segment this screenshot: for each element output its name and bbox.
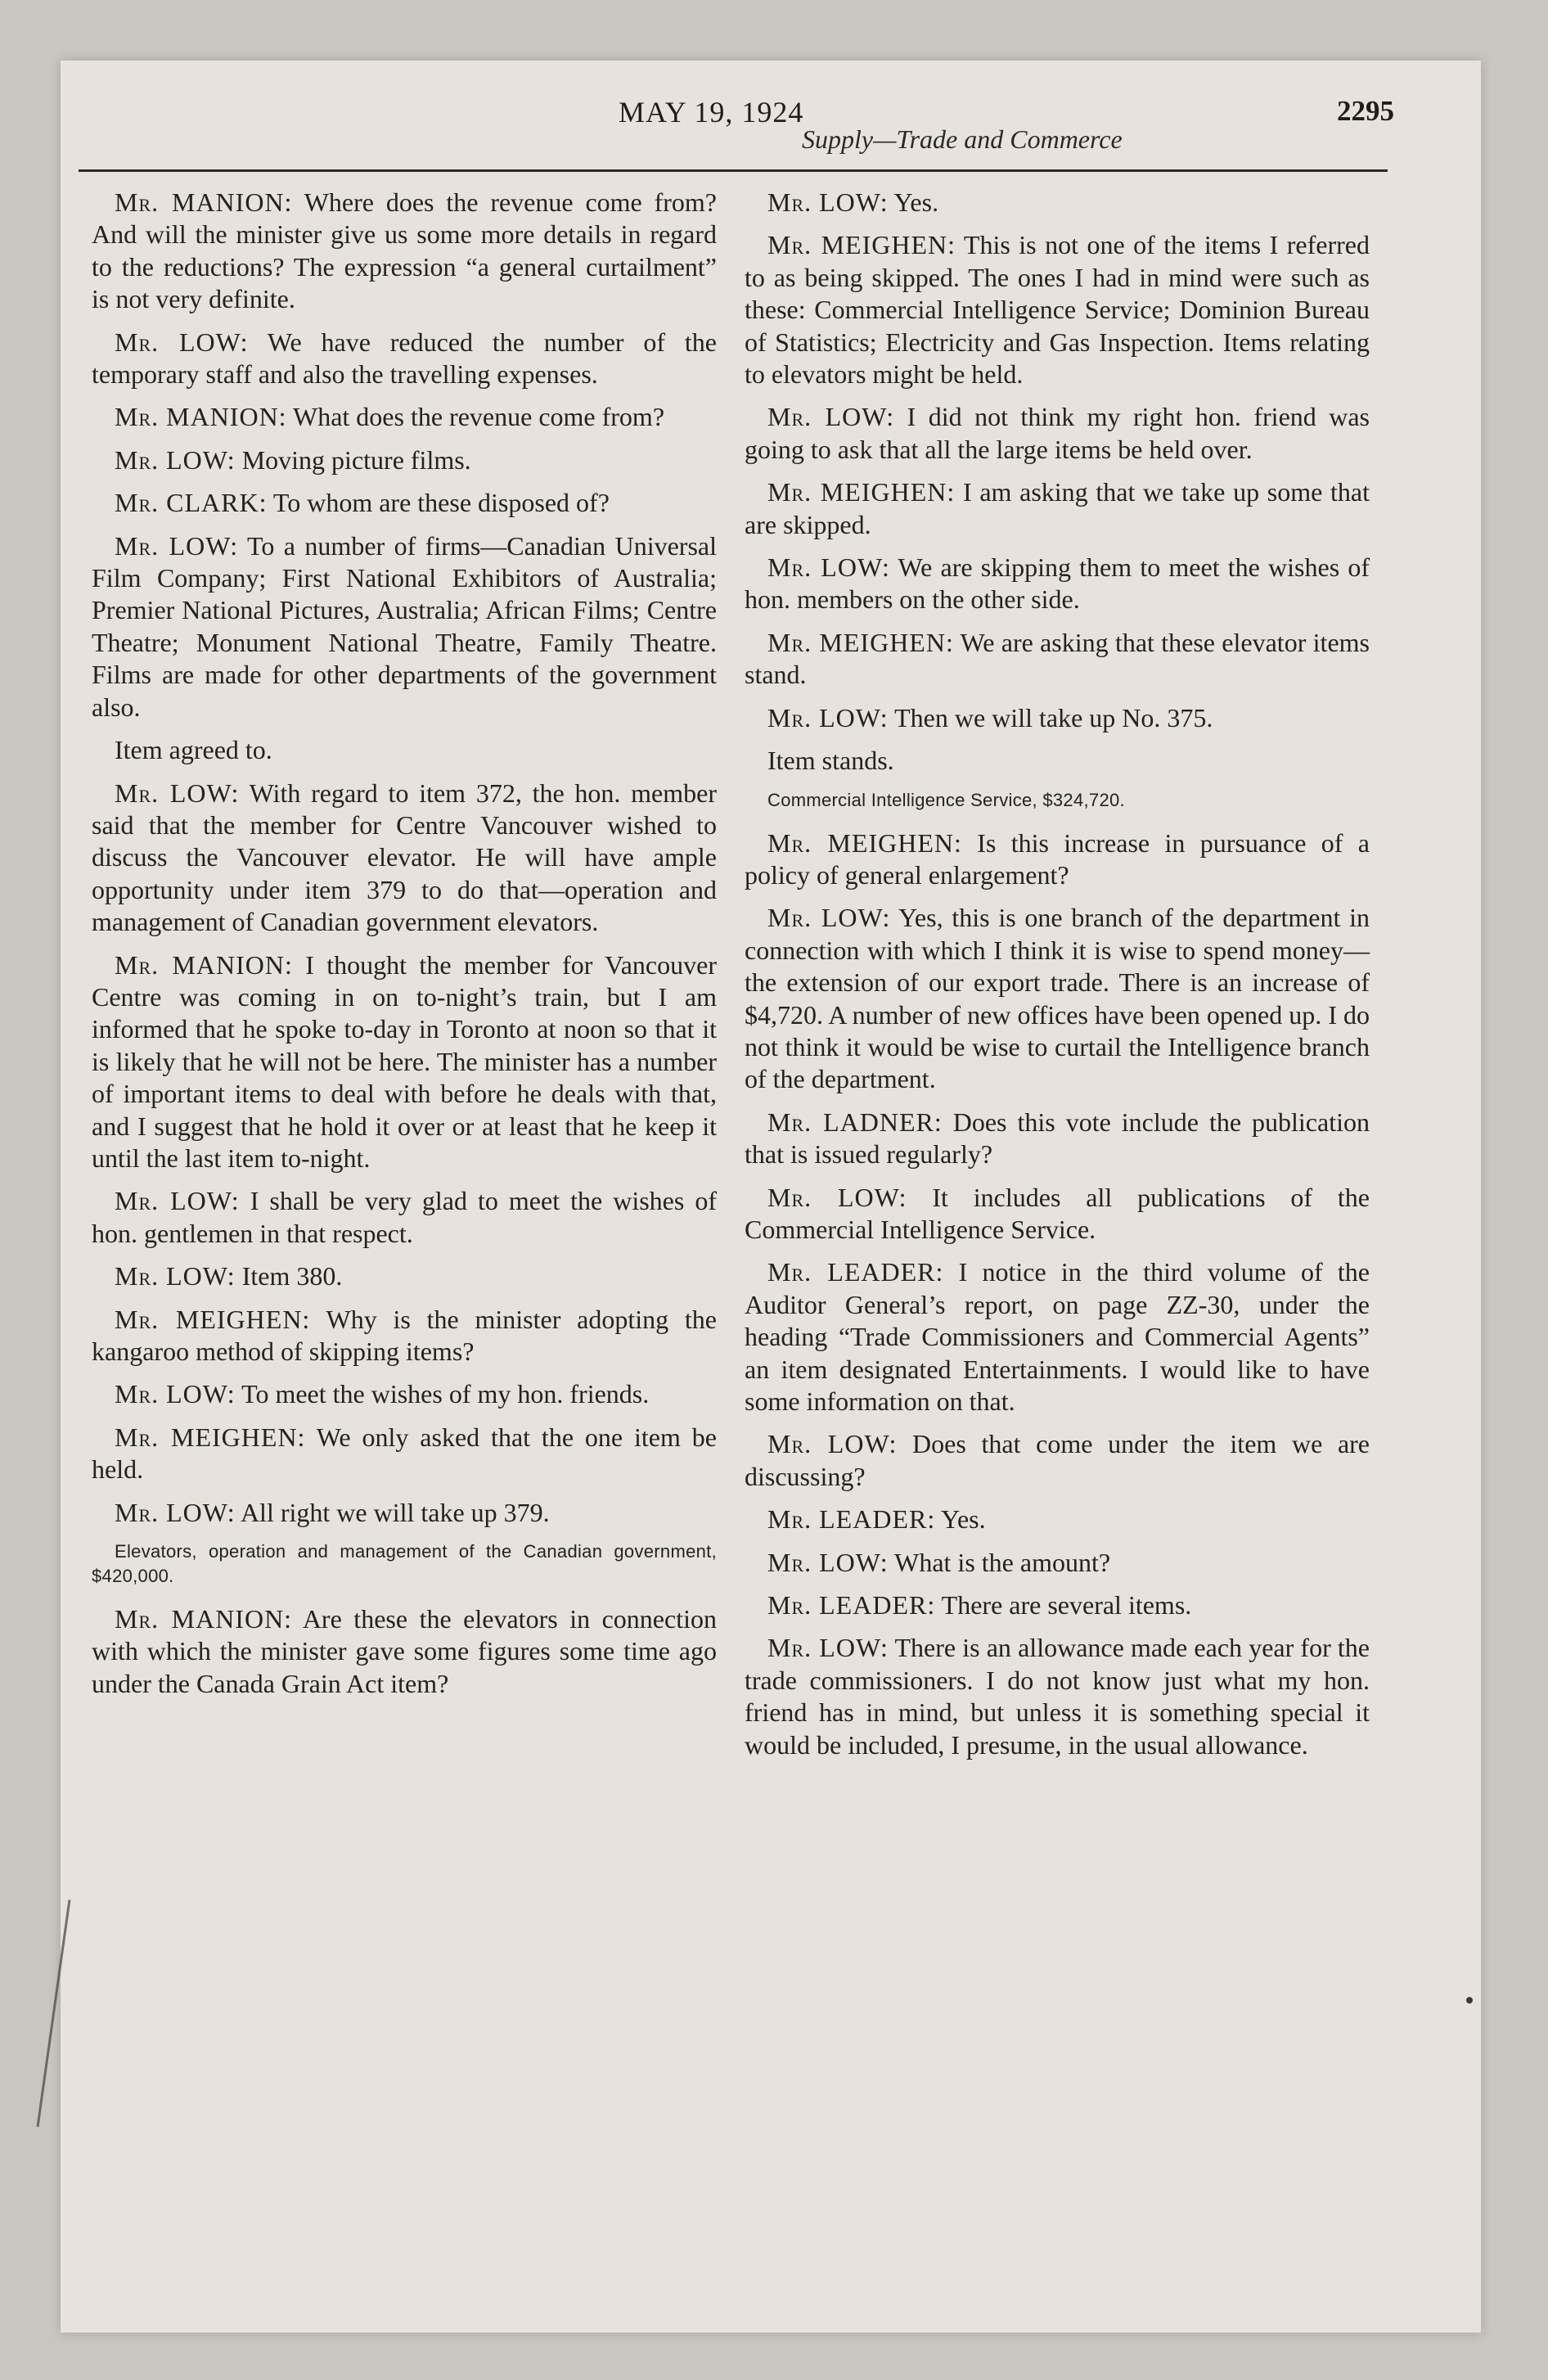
speech-paragraph (745, 702, 1370, 734)
speaker-name: Mr. LOW: (115, 327, 249, 357)
speaker-name: Mr. LOW: (115, 530, 239, 561)
speech-paragraph (92, 444, 717, 476)
speech-text: There are several items. (935, 1590, 1192, 1620)
speech-paragraph (92, 949, 717, 1175)
speech-text: Then we will take up No. 375. (888, 702, 1213, 732)
speech-text: We are skipping them to meet the wishes of hon. members on the other side. (745, 552, 1370, 615)
speaker-name: Mr. MANION: (115, 187, 293, 217)
speaker-name: Mr. LOW: (115, 1379, 236, 1409)
vote-item: Commercial Intelligence Service, $324,720. (767, 789, 1125, 810)
speech-text: Item 380. (235, 1261, 343, 1291)
speech-paragraph (92, 778, 717, 939)
page-subtitle: Supply—Trade and Commerce (802, 124, 1123, 154)
speaker-name: Mr. MEIGHEN: (115, 1304, 311, 1334)
speaker-name: Mr. LOW: (115, 1186, 240, 1216)
speech-text: We only asked that the one item be held. (92, 1422, 717, 1485)
speech-text: Yes. (935, 1504, 986, 1535)
speech-paragraph (745, 1589, 1370, 1621)
speech-text: To a number of firms—Canadian Universal Film Company; First National Exhibitors of Australia; Premier National Pictures, Australia; African Films; Centre Theatre; Monument National Theatre, Family Theatre. Films are made for other departments of the government also. (92, 530, 717, 722)
speaker-name: Mr. LEADER: (767, 1590, 936, 1620)
speech-text: Does this vote include the publication that is issued regularly? (745, 1107, 1370, 1170)
speech-paragraph (745, 627, 1370, 692)
speech-paragraph (92, 487, 717, 519)
speech-text: I did not think my right hon. friend was going to ask that all the large items be held over. (745, 402, 1370, 464)
page-date: MAY 19, 1924 (619, 96, 804, 128)
speaker-name: Mr. LOW: (115, 1261, 236, 1291)
speech-text: There is an allowance made each year for the trade commissioners. I do not know just what my hon. friend has in mind, but unless it is something special it would be included, I presume, in the usual allowance. (745, 1633, 1370, 1760)
speech-text: Item stands. (767, 746, 894, 776)
speaker-name: Mr. LOW: (767, 1182, 907, 1212)
speech-paragraph (745, 1107, 1370, 1171)
speech-paragraph (745, 1503, 1370, 1535)
left-column (92, 187, 717, 1711)
speech-text: What is the amount? (888, 1547, 1111, 1577)
speaker-name: Mr. LOW: (115, 1497, 236, 1527)
speech-text: I am asking that we take up some that are skipped. (745, 477, 1370, 539)
speaker-name: Mr. MEIGHEN: (115, 1422, 306, 1452)
page-number: 2295 (1337, 95, 1394, 127)
speech-paragraph (92, 1497, 717, 1529)
speech-text: This is not one of the items I referred to as being skipped. The ones I had in mind were such as these: Commercial Intelligence Service; Dominion Bureau of Statistics; Electricity and Gas Inspection. Items relating to elevators might be held. (745, 230, 1370, 390)
speaker-name: Mr. MANION: (115, 1604, 293, 1634)
speech-paragraph (745, 902, 1370, 1095)
speech-text: To meet the wishes of my hon. friends. (235, 1379, 650, 1409)
speech-paragraph (745, 1428, 1370, 1493)
speech-text: I thought the member for Vancouver Centre was coming in on to-night’s train, but I am informed that he spoke to-day in Toronto at noon so that it is likely that he will not be here. The minister has a number of important items to deal with before he deals with that, and I suggest that he hold it over or at least that he keep it until the last item to-night. (92, 949, 717, 1173)
speech-text: We have reduced the number of the temporary staff and also the travelling expenses. (92, 327, 717, 390)
speech-paragraph (745, 1547, 1370, 1579)
speech-paragraph (745, 401, 1370, 466)
speaker-name: Mr. LOW: (767, 402, 895, 432)
speaker-name: Mr. LOW: (767, 702, 889, 732)
speech-paragraph (92, 1603, 717, 1700)
speech-text: All right we will take up 379. (235, 1497, 550, 1527)
item-status (745, 745, 1370, 777)
speech-text: Yes, this is one branch of the department in connection with which I think it is wise to spend money—the extension of our export trade. There is an increase of $4,720. A number of new offices have been opened up. I do not think it would be wise to curtail the Intelligence branch of the department. (745, 903, 1370, 1094)
speaker-name: Mr. MANION: (115, 949, 293, 980)
speaker-name: Mr. LOW: (767, 1429, 898, 1459)
speaker-name: Mr. LOW: (767, 1547, 889, 1577)
speech-text: Where does the revenue come from? And will the minister give us some more details in regard to the reductions? The expression “a general curtailment” is not very definite. (92, 187, 717, 314)
speech-text: We are asking that these elevator items stand. (745, 627, 1370, 690)
speech-paragraph (92, 1304, 717, 1368)
speech-paragraph (92, 401, 717, 433)
speaker-name: Mr. LOW: (115, 778, 240, 808)
speech-paragraph (92, 1260, 717, 1292)
speaker-name: Mr. LOW: (115, 444, 236, 475)
speaker-name: Mr. LADNER: (767, 1107, 943, 1137)
speech-paragraph (92, 187, 717, 316)
speaker-name: Mr. LOW: (767, 552, 890, 583)
speech-paragraph (745, 552, 1370, 616)
margin-dot-mark (1466, 1997, 1473, 2004)
speech-text: I notice in the third volume of the Auditor General’s report, on page ZZ-30, under the heading “Trade Commissioners and Commercial Agents” an item designated Entertainments. I would like to have some information on that. (745, 1257, 1370, 1416)
speech-text: With regard to item 372, the hon. member said that the member for Centre Vancouver wished to discuss the Vancouver elevator. He will have ample opportunity under item 379 to do that—operation and management of Canadian government elevators. (92, 778, 717, 937)
speech-paragraph (745, 1256, 1370, 1418)
speech-text: Are these the elevators in connection with which the minister gave some figures some time ago under the Canada Grain Act item? (92, 1604, 717, 1698)
speaker-name: Mr. MEIGHEN: (767, 477, 956, 507)
speech-paragraph (745, 827, 1370, 892)
speech-paragraph (745, 187, 1370, 219)
speaker-name: Mr. MEIGHEN: (767, 827, 962, 858)
speaker-name: Mr. LEADER: (767, 1504, 936, 1535)
header-rule (79, 169, 1388, 172)
item-status (92, 734, 717, 766)
speech-paragraph (92, 530, 717, 723)
speech-paragraph (745, 1632, 1370, 1761)
speaker-name: Mr. MEIGHEN: (767, 230, 956, 260)
speech-text: Is this increase in pursuance of a policy of general enlargement? (745, 827, 1370, 890)
speech-paragraph (92, 1185, 717, 1250)
speaker-name: Mr. MEIGHEN: (767, 627, 954, 657)
vote-item: Elevators, operation and management of the Canadian government, $420,000. (92, 1541, 717, 1587)
right-column (745, 187, 1370, 1772)
speaker-name: Mr. CLARK: (115, 488, 268, 518)
speech-text: Why is the minister adopting the kangaroo method of skipping items? (92, 1304, 717, 1366)
speech-paragraph (745, 476, 1370, 541)
speech-text: What does the revenue come from? (286, 402, 665, 432)
speech-text: To whom are these disposed of? (267, 488, 610, 518)
speaker-name: Mr. LOW: (767, 903, 891, 933)
speaker-name: Mr. LOW: (767, 187, 889, 217)
speech-text: Item agreed to. (115, 735, 272, 765)
speech-text: Moving picture films. (235, 444, 471, 475)
speech-paragraph (92, 1422, 717, 1486)
speech-paragraph (92, 327, 717, 391)
speech-paragraph (745, 229, 1370, 390)
speech-text: I shall be very glad to meet the wishes of hon. gentlemen in that respect. (92, 1186, 717, 1248)
speaker-name: Mr. LOW: (767, 1633, 889, 1663)
speech-text: It includes all publications of the Commercial Intelligence Service. (745, 1182, 1370, 1244)
speech-paragraph (745, 1182, 1370, 1246)
speaker-name: Mr. MANION: (115, 402, 287, 432)
speech-paragraph (92, 1378, 717, 1410)
speech-text: Yes. (888, 187, 939, 217)
speaker-name: Mr. LEADER: (767, 1257, 944, 1287)
speech-text: Does that come under the item we are discussing? (745, 1429, 1370, 1491)
